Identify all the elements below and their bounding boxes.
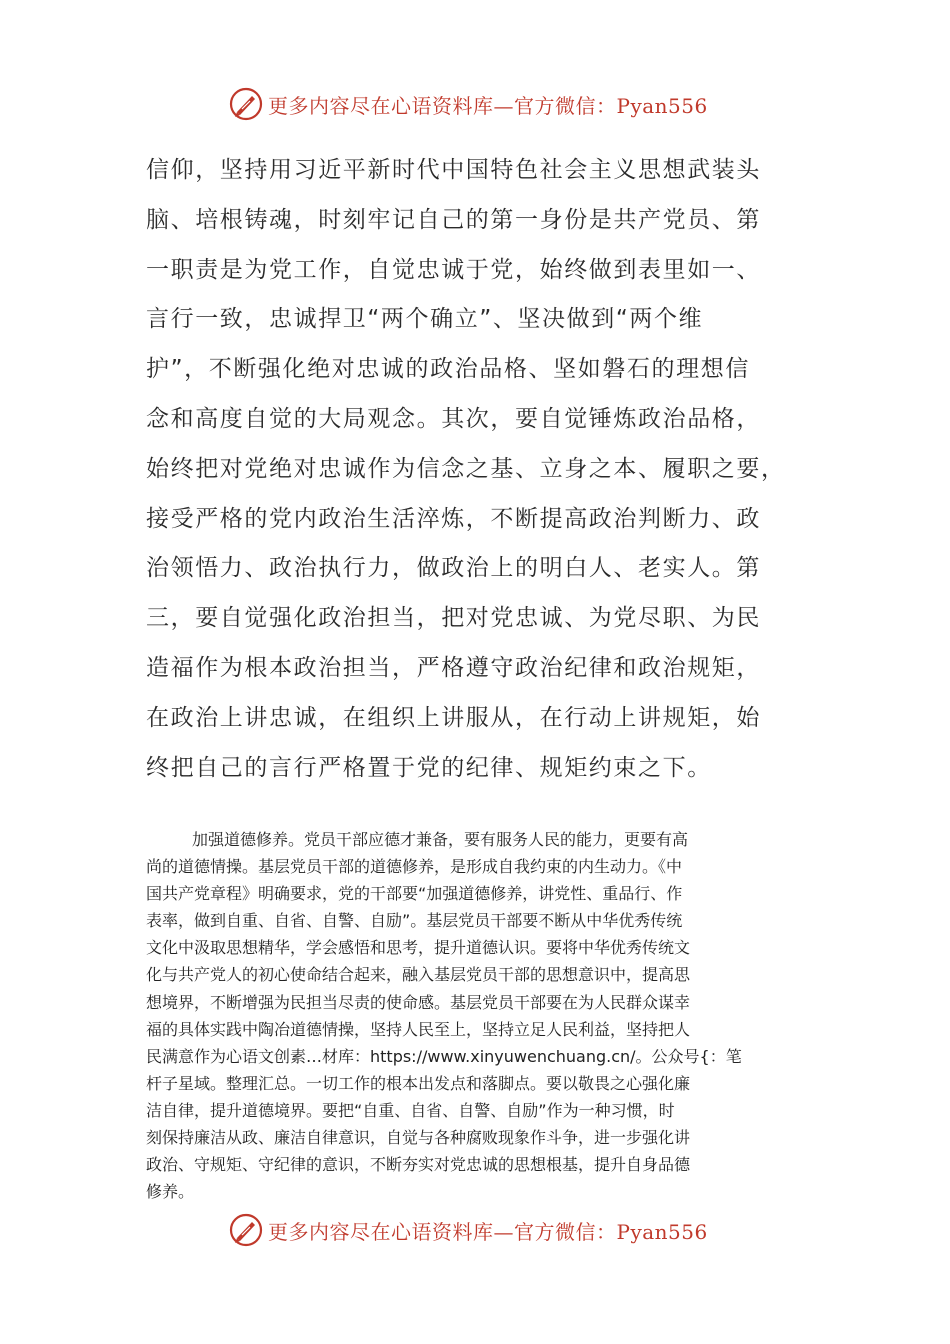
main-paragraph	[146, 146, 806, 793]
paragraph-line: 终把自己的言行严格置于党的纪律、规矩约束之下。	[146, 754, 712, 781]
paragraph-line: 化与共产党人的初心使命结合起来，融入基层党员干部的思想意识中，提高思	[146, 965, 691, 985]
paragraph-line: 国共产党章程》明确要求，党的干部要“加强道德修养，讲党性、重品行、作	[146, 884, 683, 904]
paragraph-line: 在政治上讲忠诚，在组织上讲服从，在行动上讲规矩，始	[146, 704, 761, 731]
paragraph-line: 始终把对党绝对忠诚作为信念之基、立身之本、履职之要，	[146, 455, 786, 482]
paragraph-line: 一职责是为党工作，自觉忠诚于党，始终做到表里如一、	[146, 256, 761, 283]
paragraph-line: 尚的道德情操。基层党员干部的道德修养，是形成自我约束的内生动力。《中	[146, 857, 683, 877]
paragraph-line: 接受严格的党内政治生活淬炼，不断提高政治判断力、政	[146, 505, 761, 532]
paragraph-line: 想境界，不断增强为民担当尽责的使命感。基层党员干部要在为人民群众谋幸	[146, 992, 691, 1012]
pen-circle-logo-icon	[228, 86, 264, 122]
watermark-text: 更多内容尽在心语资料库—官方微信：Pyan556	[268, 93, 708, 118]
footer-watermark	[228, 1210, 748, 1250]
paragraph-line: 表率，做到自重、自省、自警、自励”。基层党员干部要不断从中华优秀传统	[146, 911, 683, 931]
paragraph-line: 加强道德修养。党员干部应德才兼备，要有服务人民的能力，更要有高	[192, 830, 689, 849]
paragraph-line: 言行一致，忠诚捍卫“两个确立”、坚决做到“两个维	[146, 306, 704, 333]
paragraph-line: 信仰，坚持用习近平新时代中国特色社会主义思想武装头	[146, 157, 761, 183]
paragraph-line: 刻保持廉洁从政、廉洁自律意识，自觉与各种腐败现象作斗争，进一步强化讲	[146, 1128, 691, 1148]
paragraph-line: 政治、守规矩、守纪律的意识，不断夯实对党忠诚的思想根基，提升自身品德	[146, 1155, 691, 1175]
paragraph-line: 念和高度自觉的大局观念。其次，要自觉锤炼政治品格，	[146, 405, 761, 432]
paragraph-line: 三，要自觉强化政治担当，把对党忠诚、为党尽职、为民	[146, 605, 761, 632]
paragraph-line: 福的具体实践中陶冶道德情操，坚持人民至上，坚持立足人民利益，坚持把人	[146, 1019, 691, 1039]
paragraph-line: 文化中汲取思想精华，学会感悟和思考，提升道德认识。要将中华优秀传统文	[146, 938, 691, 958]
pen-circle-logo-icon	[228, 1212, 264, 1248]
secondary-paragraph	[146, 826, 798, 1205]
paragraph-line: 民满意作为心语文创素…材库：https://www.xinyuwenchuang.cn/。公众号{：笔	[146, 1046, 742, 1066]
paragraph-line: 修养。	[146, 1182, 195, 1202]
paragraph-line: 治领悟力、政治执行力，做政治上的明白人、老实人。第	[146, 555, 761, 582]
paragraph-line: 洁自律，提升道德境界。要把“自重、自省、自警、自励”作为一种习惯，时	[146, 1100, 675, 1120]
paragraph-line: 杆子星域。整理汇总。一切工作的根本出发点和落脚点。要以敬畏之心强化廉	[146, 1073, 691, 1093]
paragraph-line: 护”，不断强化绝对忠诚的政治品格、坚如磐石的理想信	[146, 356, 750, 383]
header-watermark	[228, 84, 748, 124]
paragraph-line: 造福作为根本政治担当，严格遵守政治纪律和政治规矩，	[146, 654, 761, 681]
watermark-text: 更多内容尽在心语资料库—官方微信：Pyan556	[268, 1219, 708, 1244]
paragraph-line: 脑、培根铸魂，时刻牢记自己的第一身份是共产党员、第	[146, 206, 761, 233]
